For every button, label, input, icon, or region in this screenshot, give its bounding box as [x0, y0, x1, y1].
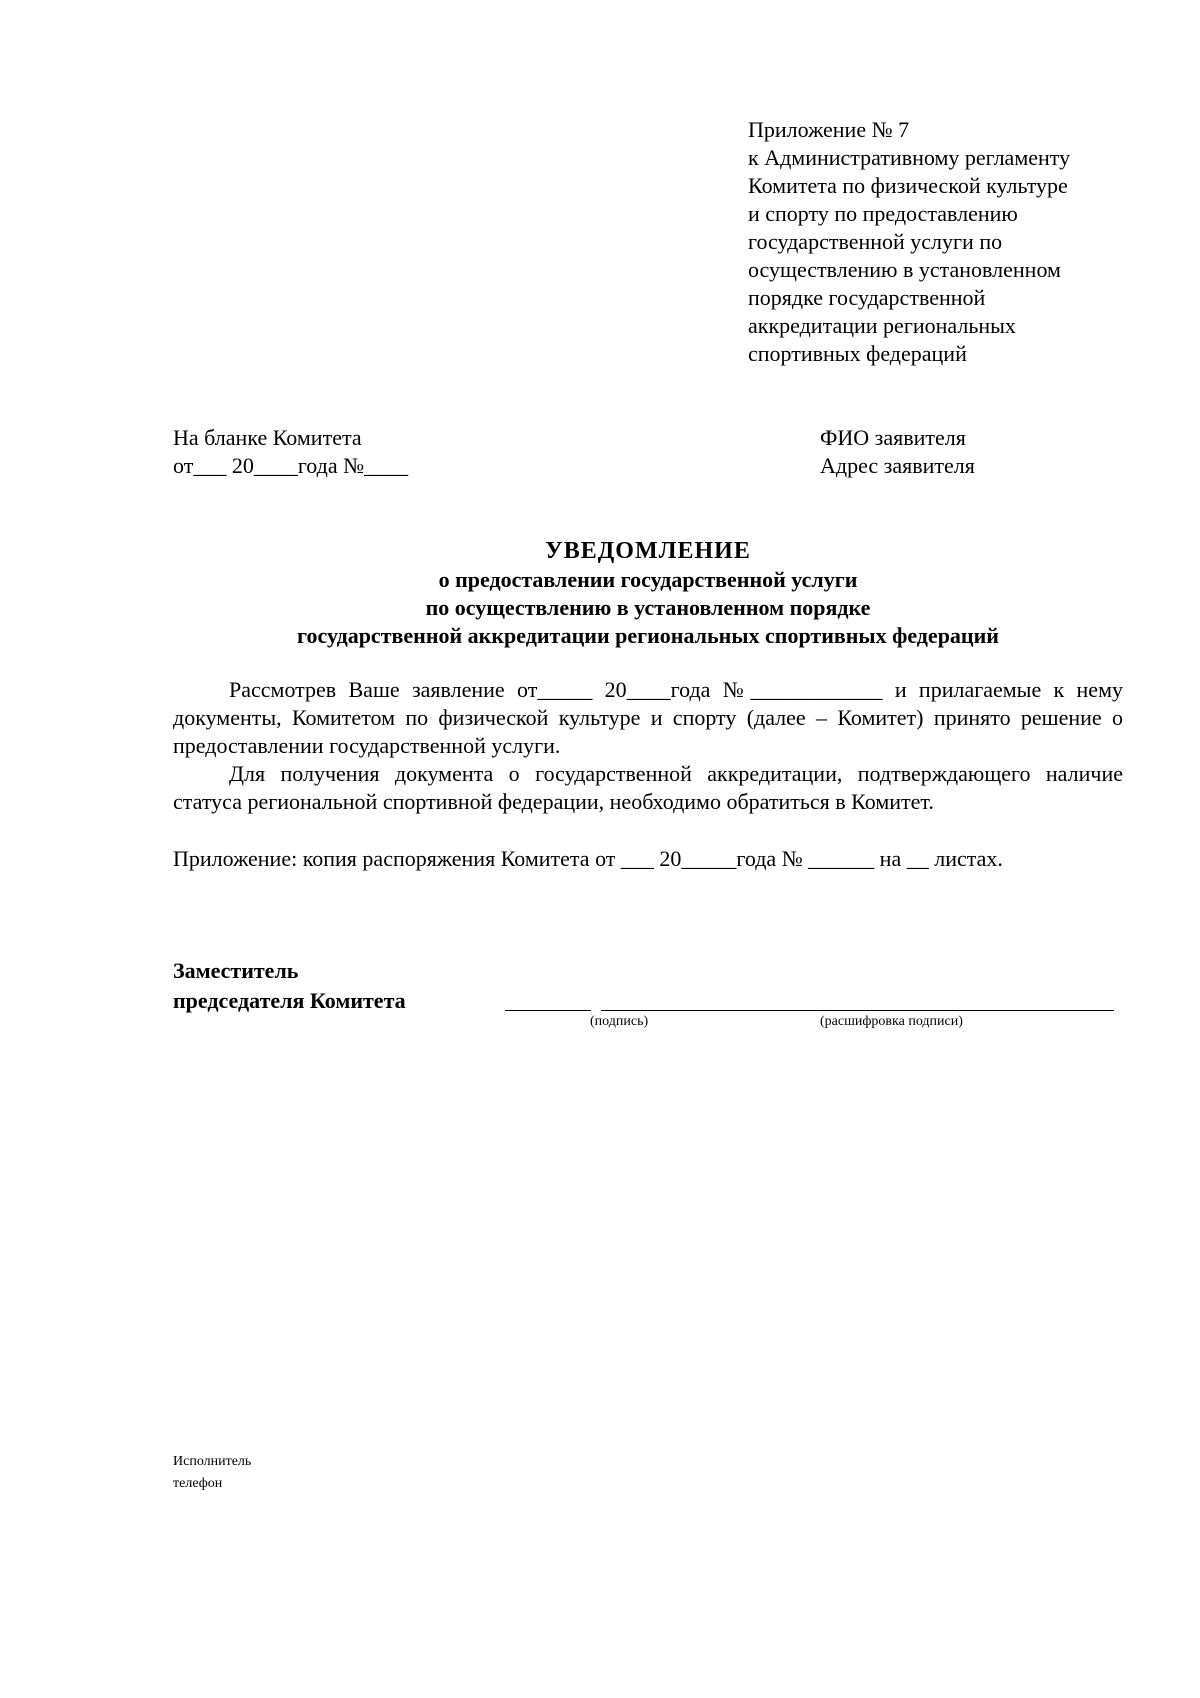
notification-body — [173, 676, 1123, 816]
appendix-line: порядке государственной — [748, 285, 986, 310]
document-title — [173, 536, 1123, 650]
executor-label: Исполнитель — [173, 1454, 252, 1469]
title-subline: государственной аккредитации региональных спортивных федераций — [297, 623, 999, 648]
title-main: УВЕДОМЛЕНИЕ — [545, 538, 751, 564]
signatory-position — [173, 956, 406, 1016]
signature-line — [505, 1010, 591, 1011]
letter-date-number: от___ 20____года №____ — [173, 453, 409, 478]
applicant-address: Адрес заявителя — [820, 453, 975, 478]
signatory-position-line: председателя Комитета — [173, 988, 406, 1013]
appendix-line: спортивных федераций — [748, 341, 967, 366]
title-subline: о предоставлении государственной услуги — [438, 567, 858, 592]
applicant-name: ФИО заявителя — [820, 425, 966, 450]
attachment-line: Приложение: копия распоряжения Комитета от ___ 20_____года № ______ на __ листах. — [173, 846, 1003, 871]
appendix-line: к Административному регламенту — [748, 145, 1071, 170]
body-paragraph-instructions: Для получения документа о государственной аккредитации, подтверждающего наличие статуса региональной спортивной федерации, необходимо обратиться в Комитет. — [173, 761, 1123, 814]
signature-decoding-line — [601, 1010, 1114, 1011]
appendix-line: аккредитации региональных — [748, 313, 1016, 338]
body-paragraph-decision: Рассмотрев Ваше заявление от_____ 20____года №____________ и прилагаемые к нему документы, Комитетом по физической культуре и спорту (далее – Комитет) принято решение о предоставлении государственной услуги. — [173, 677, 1123, 758]
appendix-reference — [748, 116, 1168, 368]
appendix-line: осуществлению в установленном — [748, 257, 1061, 282]
letterhead-block — [173, 424, 408, 480]
signature-caption: (подпись) — [590, 1014, 649, 1029]
appendix-line: и спорту по предоставлению — [748, 201, 1018, 226]
applicant-block — [820, 424, 975, 480]
title-subline: по осуществлению в установленном порядке — [425, 595, 871, 620]
executor-block — [173, 1451, 251, 1495]
appendix-line: государственной услуги по — [748, 229, 1003, 254]
appendix-line: Приложение № 7 — [748, 117, 910, 142]
appendix-line: Комитета по физической культуре — [748, 173, 1068, 198]
executor-phone-label: телефон — [173, 1476, 223, 1491]
letterhead-label: На бланке Комитета — [173, 425, 362, 450]
signature-decoding-caption: (расшифровка подписи) — [820, 1014, 963, 1029]
signatory-position-line: Заместитель — [173, 958, 299, 983]
